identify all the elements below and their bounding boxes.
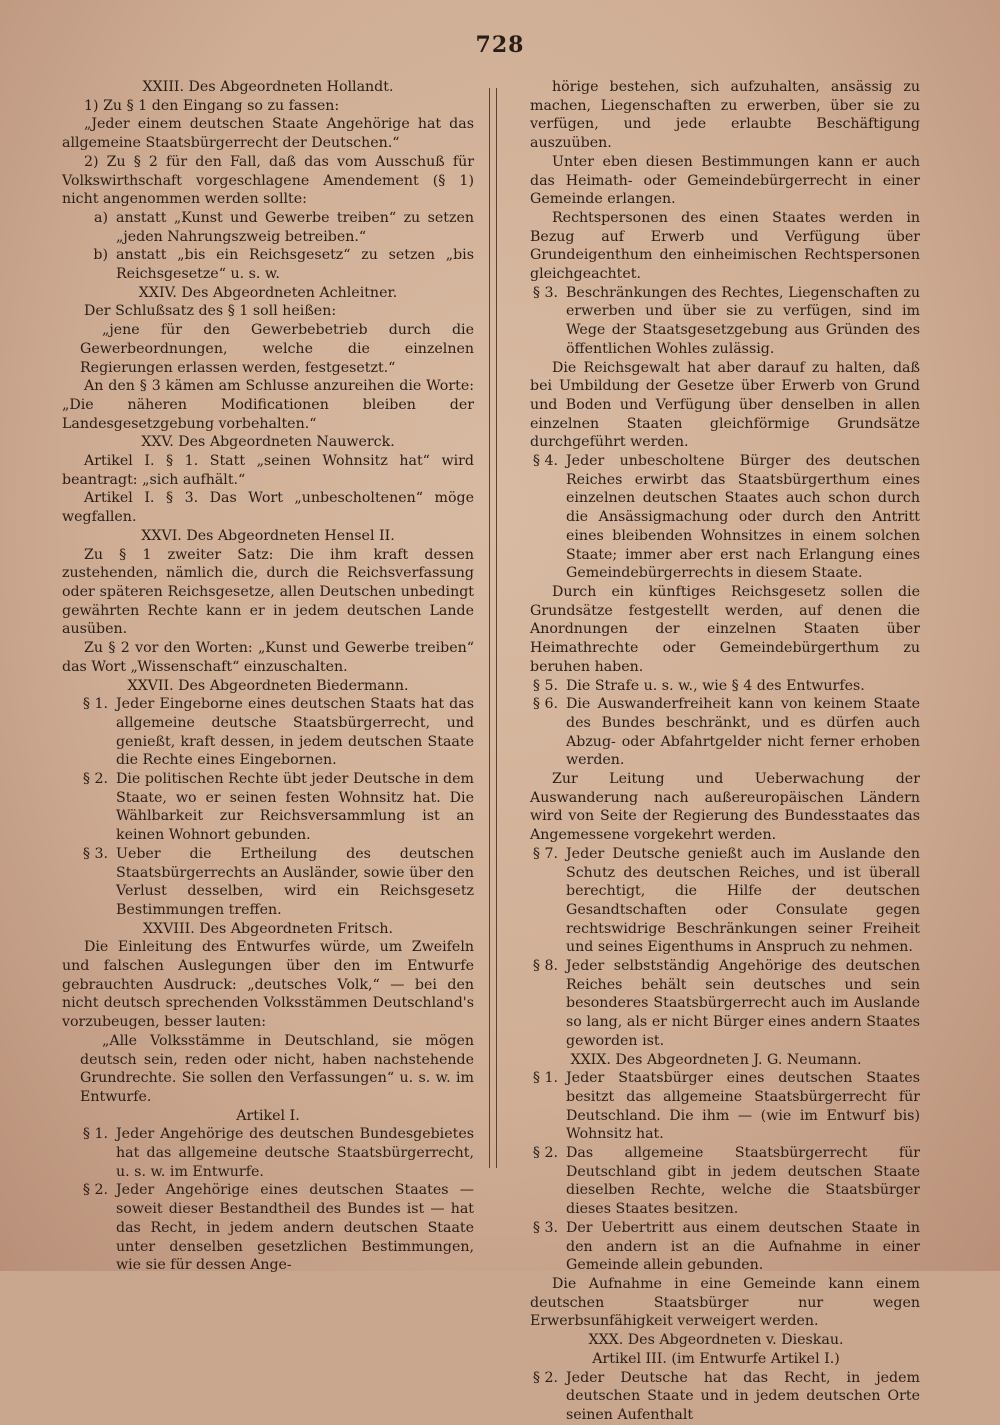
section-heading: XXIII. Des Abgeordneten Hollandt. (142, 79, 394, 95)
section-text: Jeder Angehörige des deutschen Bundesgebietes hat das allgemeine deutsche Staatsbürgerrecht, u. s. w. im Entwurfe. (116, 1126, 474, 1180)
section-heading: XXIX. Des Abgeordneten J. G. Neumann. (570, 1051, 862, 1068)
section-number: § 2. (532, 1369, 558, 1386)
section-text: Jeder selbstständig Angehörige des deutschen Reiches behält sein deutsches und sein besonderes Staatsbürgerrecht auch im Auslande so lang, als er nicht Bürger eines andern Staates geworden ist. (566, 958, 920, 1049)
section-heading: XXX. Des Abgeordneten v. Dieskau. (588, 1332, 844, 1349)
quoted-paragraph: Die Aufnahme in eine Gemeinde kann einem deutschen Staatsbürger nur wegen Erwerbsunfähigkeit verweigert werden. (530, 1276, 920, 1330)
paragraph: Artikel I. § 1. Statt „seinen Wohnsitz hat“ wird beantragt: „sich aufhält.“ (62, 453, 474, 488)
paragraph: Der Schlußsatz des § 1 soll heißen: (84, 303, 337, 320)
quoted-paragraph: „Alle Volksstämme in Deutschland, sie mögen deutsch sein, reden oder nicht, haben nachstehende Grundrechte. Sie sollen den Verfassungen“ u. s. w. im Entwurfe. (80, 1032, 474, 1105)
section-item (62, 845, 474, 920)
section-item (512, 1219, 920, 1275)
paragraph: Zu § 2 vor den Worten: „Kunst und Gewerbe treiben“ das Wort „Wissenschaft“ einzuschalten. (62, 640, 474, 675)
quoted-paragraph: „jene für den Gewerbebetrieb durch die Gewerbeordnungen, welche die einzelnen Regierungen erlassen werden, festgesetzt.“ (80, 322, 474, 376)
section-text: Die politischen Rechte übt jeder Deutsche in dem Staate, wo er seinen festen Wohnsitz hat. Die Wählbarkeit zur Reichsversammlung ist an keinen Wohnort gebunden. (116, 771, 474, 844)
section-item (62, 1125, 474, 1181)
section-number: § 8. (532, 958, 558, 975)
section-heading: Artikel I. (236, 1107, 300, 1124)
section-text: Ueber die Ertheilung des deutschen Staatsbürgerrechts an Ausländer, sowie über den Verlust desselben, wird ein Reichsgesetz Bestimmungen treffen. (116, 845, 474, 918)
section-item (512, 957, 920, 1051)
section-item (512, 284, 920, 359)
section-heading: XXV. Des Abgeordneten Nauwerck. (141, 434, 395, 451)
section-item (512, 845, 920, 957)
section-number: § 1. (82, 1126, 108, 1143)
paragraph: 2) Zu § 2 für den Fall, daß das vom Ausschuß für Volkswirthschaft vorgeschlagene Amendement (§ 1) nicht angenommen werden sollte: (62, 153, 474, 208)
section-item (62, 770, 474, 845)
section-item (62, 246, 474, 283)
section-text: Jeder Angehörige eines deutschen Staates — soweit dieser Bestandtheil des Bundes ist — hat das Recht, in jedem andern deutschen Staate unter denselben gesetzlichen Bestimmungen, wie sie für dessen Ange- (116, 1182, 474, 1274)
quoted-paragraph: Zur Leitung und Ueberwachung der Auswanderung nach außereuropäischen Ländern wird von Seite der Regierung des Bundesstaates das Angemessene vorgekehrt werden. (530, 771, 920, 844)
section-text: Die Strafe u. s. w., wie § 4 des Entwurfes. (566, 677, 865, 694)
section-text: Beschränkungen des Rechtes, Liegenschaften zu erwerben und über sie zu verfügen, sind im Wege der Staatsgesetzgebung aus Gründen des öffentlichen Wohles zulässig. (566, 284, 920, 357)
paragraph: Zu § 1 zweiter Satz: Die ihm kraft dessen zustehenden, nämlich die, durch die Reichsverfassung oder späteren Reichsgesetze, allen Deutschen unbedingt gewährten Rechte kann er in jedem deutschen Lande ausüben. (62, 546, 474, 638)
section-number: § 7. (532, 845, 558, 862)
section-item (512, 452, 920, 583)
section-text: Jeder Deutsche hat das Recht, in jedem deutschen Staate und in jedem deutschen Orte seinen Aufenthalt (566, 1369, 920, 1423)
section-item (62, 1181, 474, 1275)
paragraph: Artikel I. § 3. Das Wort „unbescholtenen“ möge wegfallen. (62, 490, 474, 526)
section-heading: XXVII. Des Abgeordneten Biedermann. (127, 677, 409, 694)
quoted-paragraph: Die Reichsgewalt hat aber darauf zu halten, daß bei Umbildung der Gesetze über Erwerb von Grund und Boden und Verfügung über denselben in allen einzelnen Staaten gleichförmige Grundsätze durchgeführt werden. (530, 359, 920, 451)
left-column (62, 78, 474, 1275)
section-heading: XXVIII. Des Abgeordneten Fritsch. (142, 920, 394, 937)
section-number: § 3. (82, 845, 108, 862)
section-number: b) (93, 247, 108, 264)
section-item (512, 1369, 920, 1425)
section-heading: XXVI. Des Abgeordneten Hensel II. (141, 527, 395, 544)
quoted-paragraph: Rechtspersonen des einen Staates werden in Bezug auf Erwerb und Verfügung über Grundeigenthum den einheimischen Rechtspersonen gleichgeachtet. (530, 209, 920, 283)
section-number: § 2. (532, 1145, 558, 1162)
section-number: § 2. (82, 771, 108, 788)
section-item (62, 695, 474, 770)
section-text: Jeder Deutsche genießt auch im Auslande den Schutz des deutschen Reiches, und ist überall berechtigt, die Hilfe der deutschen Gesandtschaften oder Consulate gegen rechtswidrige Beschränkungen seiner Freiheit und seines Eigenthums in Anspruch zu nehmen. (566, 845, 920, 956)
section-number: § 5. (532, 677, 558, 694)
paragraph: „Jeder einem deutschen Staate Angehörige hat das allgemeine Staatsbürgerrecht der Deutschen.“ (62, 116, 474, 152)
column-divider (489, 88, 497, 1168)
section-number: § 1. (82, 696, 108, 713)
section-number: § 1. (532, 1070, 558, 1087)
section-item (512, 677, 920, 696)
section-text: anstatt „Kunst und Gewerbe treiben“ zu setzen „jeden Nahrungszweig betreiben.“ (116, 209, 474, 245)
section-text: anstatt „bis ein Reichsgesetz“ zu setzen „bis Reichsgesetze“ u. s. w. (116, 247, 474, 283)
section-heading: XXIV. Des Abgeordneten Achleitner. (138, 284, 398, 301)
section-text: Der Uebertritt aus einem deutschen Staate in den andern ist an die Aufnahme in einer Gemeinde allein gebunden. (566, 1219, 920, 1274)
section-text: Die Auswanderfreiheit kann von keinem Staate des Bundes beschränkt, und es dürfen auch Abzug- oder Abfahrtgelder nicht ferner erhoben werden. (566, 696, 920, 769)
section-item (512, 1069, 920, 1144)
quoted-paragraph: hörige bestehen, sich aufzuhalten, ansässig zu machen, Liegenschaften zu erwerben, über sie zu verfügen, und jede erlaubte Beschäftigung auszuüben. (530, 79, 920, 152)
page-number: 728 (475, 32, 525, 58)
section-number: a) (94, 209, 108, 226)
paragraph: 1) Zu § 1 den Eingang so zu fassen: (84, 97, 340, 114)
section-number: § 3. (532, 284, 558, 301)
section-number: § 6. (532, 696, 558, 713)
right-column (512, 78, 920, 1425)
quoted-paragraph: Unter eben diesen Bestimmungen kann er auch das Heimath- oder Gemeindebürgerrecht in einer Gemeinde erlangen. (530, 153, 920, 208)
section-number: § 4. (532, 453, 558, 470)
section-text: Jeder Eingeborne eines deutschen Staats hat das allgemeine deutsche Staatsbürgerrecht, und genießt, kraft dessen, in jedem deutschen Staate die Rechte eines Eingebornen. (116, 696, 474, 769)
section-text: Jeder unbescholtene Bürger des deutschen Reiches erwirbt das Staatsbürgerthum eines einzelnen deutschen Staates auch schon durch die Ansässigmachung oder durch den Antritt eines bleibenden Wohnsitzes in einem solchen Staate; immer aber erst nach Erlangung eines Gemeindebürgerrechts in diesem Staate. (566, 453, 920, 582)
quoted-paragraph: Durch ein künftiges Reichsgesetz sollen die Grundsätze festgestellt werden, auf denen die Anordnungen der einzelnen Staaten über Heimathrechte oder Gemeindebürgerthum zu beruhen haben. (530, 583, 920, 675)
section-number: § 3. (532, 1219, 558, 1236)
section-item (62, 209, 474, 246)
paragraph: Die Einleitung des Entwurfes würde, um Zweifeln und falschen Auslegungen über den im Entwurfe gebrauchten Ausdruck: „deutsches Volk,“ — bei den nicht deutsch sprechenden Volksstämmen Deutschland's vorzubeugen, besser lauten: (62, 939, 474, 1031)
section-heading: Artikel III. (im Entwurfe Artikel I.) (592, 1350, 840, 1367)
section-number: § 2. (82, 1182, 108, 1199)
section-item (512, 1144, 920, 1219)
paragraph: An den § 3 kämen am Schlusse anzureihen die Worte: „Die näheren Modificationen bleiben der Landesgesetzgebung vorbehalten.“ (62, 378, 474, 432)
section-text: Das allgemeine Staatsbürgerrecht für Deutschland gibt in jedem deutschen Staate dieselben Rechte, welche die Staatsbürger dieses Staates besitzen. (566, 1145, 920, 1218)
section-text: Jeder Staatsbürger eines deutschen Staates besitzt das allgemeine Staatsbürgerrecht für Deutschland. Die ihm — (wie im Entwurf bis) Wohnsitz hat. (566, 1070, 920, 1143)
section-item (512, 695, 920, 770)
